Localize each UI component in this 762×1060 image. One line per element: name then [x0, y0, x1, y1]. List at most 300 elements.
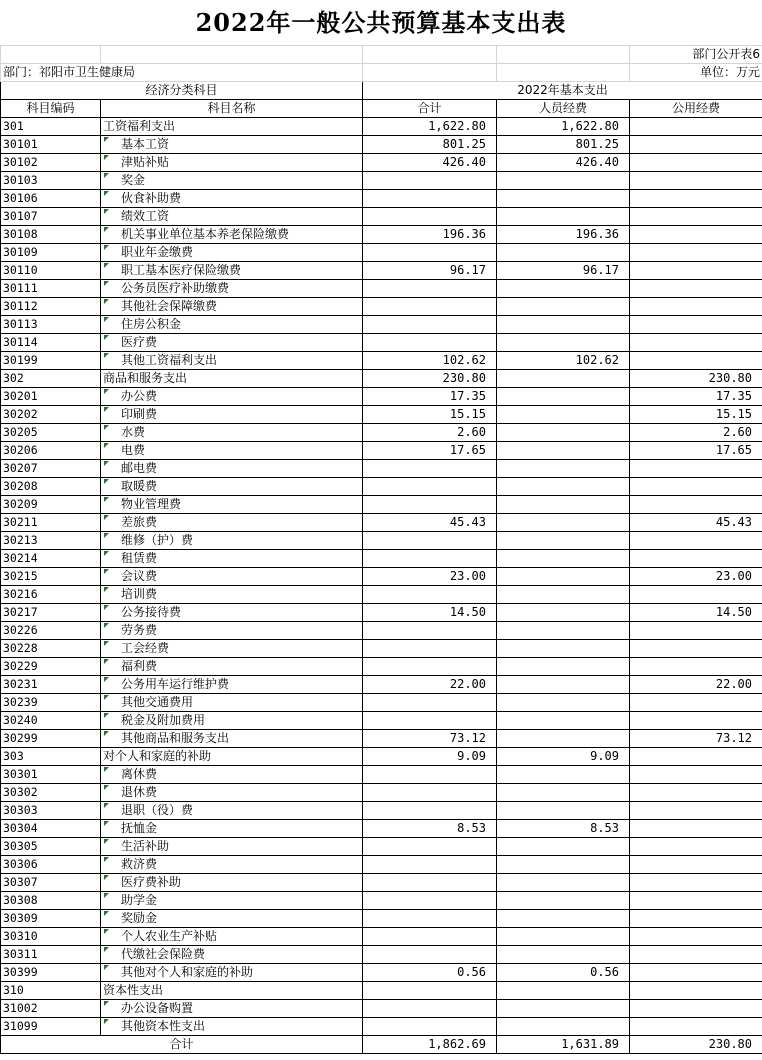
table-row [1, 856, 762, 874]
row-code: 302 [1, 370, 101, 388]
row-total: 17.65 [363, 442, 497, 460]
row-public: 15.15 [630, 406, 762, 424]
row-public [630, 982, 762, 1000]
table-row [1, 982, 762, 1000]
row-total: 102.62 [363, 352, 497, 370]
row-public [630, 1018, 762, 1036]
row-total [363, 172, 497, 190]
table-row [1, 640, 762, 658]
table-row [1, 766, 762, 784]
row-code: 30302 [1, 784, 101, 802]
row-total [363, 982, 497, 1000]
row-name: 津贴补贴 [101, 154, 363, 172]
row-public [630, 856, 762, 874]
row-total [363, 478, 497, 496]
row-code: 30310 [1, 928, 101, 946]
row-total [363, 1018, 497, 1036]
table-row [1, 334, 762, 352]
row-code: 30226 [1, 622, 101, 640]
row-code: 30112 [1, 298, 101, 316]
row-code: 30309 [1, 910, 101, 928]
row-total: 15.15 [363, 406, 497, 424]
row-name: 离休费 [101, 766, 363, 784]
row-code: 30228 [1, 640, 101, 658]
table-row [1, 802, 762, 820]
row-personnel [497, 838, 630, 856]
table-row [1, 244, 762, 262]
row-total: 22.00 [363, 676, 497, 694]
row-personnel: 9.09 [497, 748, 630, 766]
row-public [630, 802, 762, 820]
row-name: 医疗费补助 [101, 874, 363, 892]
row-name: 税金及附加费用 [101, 712, 363, 730]
header-personnel: 人员经费 [497, 100, 630, 118]
table-row [1, 622, 762, 640]
header-public: 公用经费 [630, 100, 762, 118]
row-public [630, 172, 762, 190]
row-name: 电费 [101, 442, 363, 460]
row-personnel [497, 892, 630, 910]
table-row [1, 532, 762, 550]
row-name: 资本性支出 [101, 982, 363, 1000]
row-total [363, 622, 497, 640]
row-name: 福利费 [101, 658, 363, 676]
row-code: 301 [1, 118, 101, 136]
row-name: 商品和服务支出 [101, 370, 363, 388]
row-total: 196.36 [363, 226, 497, 244]
table-row [1, 964, 762, 982]
form-number-row [1, 46, 762, 64]
row-total [363, 910, 497, 928]
row-personnel: 196.36 [497, 226, 630, 244]
row-personnel [497, 640, 630, 658]
header-total: 合计 [363, 100, 497, 118]
row-name: 劳务费 [101, 622, 363, 640]
row-public [630, 586, 762, 604]
table-row [1, 406, 762, 424]
row-public [630, 460, 762, 478]
row-total [363, 874, 497, 892]
row-total: 9.09 [363, 748, 497, 766]
row-public: 73.12 [630, 730, 762, 748]
row-code: 30217 [1, 604, 101, 622]
row-public: 22.00 [630, 676, 762, 694]
row-name: 基本工资 [101, 136, 363, 154]
row-personnel [497, 244, 630, 262]
total-personnel: 1,631.89 [497, 1036, 630, 1054]
row-public [630, 208, 762, 226]
row-name: 抚恤金 [101, 820, 363, 838]
row-public: 45.43 [630, 514, 762, 532]
row-code: 30399 [1, 964, 101, 982]
total-public: 230.80 [630, 1036, 762, 1054]
row-total [363, 712, 497, 730]
row-name: 培训费 [101, 586, 363, 604]
row-personnel [497, 550, 630, 568]
row-code: 30208 [1, 478, 101, 496]
row-name: 住房公积金 [101, 316, 363, 334]
row-total [363, 1000, 497, 1018]
row-public [630, 136, 762, 154]
row-total [363, 208, 497, 226]
table-row [1, 352, 762, 370]
row-code: 31099 [1, 1018, 101, 1036]
row-name: 职业年金缴费 [101, 244, 363, 262]
total-label: 合计 [1, 1036, 363, 1054]
row-public [630, 784, 762, 802]
row-code: 30201 [1, 388, 101, 406]
row-code: 30308 [1, 892, 101, 910]
table-row [1, 424, 762, 442]
row-personnel [497, 280, 630, 298]
row-name: 职工基本医疗保险缴费 [101, 262, 363, 280]
row-code: 30109 [1, 244, 101, 262]
row-name: 公务员医疗补助缴费 [101, 280, 363, 298]
row-total [363, 280, 497, 298]
row-code: 30213 [1, 532, 101, 550]
row-code: 30207 [1, 460, 101, 478]
row-code: 30103 [1, 172, 101, 190]
row-name: 其他对个人和家庭的补助 [101, 964, 363, 982]
row-code: 30101 [1, 136, 101, 154]
row-public: 17.35 [630, 388, 762, 406]
row-personnel: 102.62 [497, 352, 630, 370]
row-code: 30205 [1, 424, 101, 442]
row-name: 个人农业生产补贴 [101, 928, 363, 946]
row-code: 30209 [1, 496, 101, 514]
row-name: 办公设备购置 [101, 1000, 363, 1018]
row-personnel [497, 730, 630, 748]
row-personnel [497, 298, 630, 316]
row-personnel [497, 874, 630, 892]
row-public [630, 334, 762, 352]
row-personnel [497, 406, 630, 424]
row-code: 30211 [1, 514, 101, 532]
row-personnel [497, 496, 630, 514]
table-row [1, 910, 762, 928]
row-name: 生活补助 [101, 838, 363, 856]
table-row [1, 514, 762, 532]
row-name: 邮电费 [101, 460, 363, 478]
row-total [363, 550, 497, 568]
row-public [630, 298, 762, 316]
row-personnel [497, 424, 630, 442]
row-name: 奖励金 [101, 910, 363, 928]
row-public [630, 892, 762, 910]
row-name: 代缴社会保险费 [101, 946, 363, 964]
row-name: 救济费 [101, 856, 363, 874]
header-basic-exp: 2022年基本支出 [363, 82, 762, 100]
department-row [1, 64, 762, 82]
row-public: 23.00 [630, 568, 762, 586]
row-personnel [497, 568, 630, 586]
header-row-2 [1, 100, 762, 118]
row-total: 14.50 [363, 604, 497, 622]
table-row [1, 388, 762, 406]
table-row [1, 478, 762, 496]
row-personnel [497, 1018, 630, 1036]
row-code: 30239 [1, 694, 101, 712]
table-row [1, 316, 762, 334]
row-code: 30303 [1, 802, 101, 820]
row-public [630, 550, 762, 568]
row-personnel [497, 784, 630, 802]
row-total [363, 946, 497, 964]
row-public [630, 1000, 762, 1018]
row-personnel [497, 172, 630, 190]
row-name: 水费 [101, 424, 363, 442]
header-code: 科目编码 [1, 100, 101, 118]
row-code: 30114 [1, 334, 101, 352]
row-code: 303 [1, 748, 101, 766]
row-personnel [497, 676, 630, 694]
table-row [1, 730, 762, 748]
row-code: 30214 [1, 550, 101, 568]
header-row-1 [1, 82, 762, 100]
row-total [363, 298, 497, 316]
row-public [630, 226, 762, 244]
row-personnel [497, 982, 630, 1000]
row-name: 对个人和家庭的补助 [101, 748, 363, 766]
table-row [1, 604, 762, 622]
row-name: 医疗费 [101, 334, 363, 352]
header-econ-class: 经济分类科目 [1, 82, 363, 100]
row-total [363, 694, 497, 712]
row-total: 73.12 [363, 730, 497, 748]
row-personnel [497, 910, 630, 928]
row-name: 机关事业单位基本养老保险缴费 [101, 226, 363, 244]
header-name: 科目名称 [101, 100, 363, 118]
row-public: 17.65 [630, 442, 762, 460]
row-total: 426.40 [363, 154, 497, 172]
row-code: 30307 [1, 874, 101, 892]
table-row [1, 136, 762, 154]
row-personnel: 8.53 [497, 820, 630, 838]
table-row [1, 262, 762, 280]
row-personnel [497, 334, 630, 352]
row-public [630, 946, 762, 964]
row-name: 物业管理费 [101, 496, 363, 514]
row-total [363, 802, 497, 820]
table-row [1, 874, 762, 892]
row-name: 其他商品和服务支出 [101, 730, 363, 748]
row-public [630, 154, 762, 172]
row-code: 30202 [1, 406, 101, 424]
row-total [363, 316, 497, 334]
row-personnel [497, 478, 630, 496]
row-total [363, 532, 497, 550]
row-name: 伙食补助费 [101, 190, 363, 208]
row-public [630, 874, 762, 892]
row-name: 其他社会保障缴费 [101, 298, 363, 316]
table-row [1, 892, 762, 910]
row-public [630, 712, 762, 730]
table-row [1, 280, 762, 298]
row-personnel [497, 514, 630, 532]
table-row [1, 154, 762, 172]
table-row [1, 460, 762, 478]
table-row [1, 118, 762, 136]
table-row [1, 586, 762, 604]
form-number: 部门公开表6 [630, 46, 762, 64]
row-name: 助学金 [101, 892, 363, 910]
row-name: 退休费 [101, 784, 363, 802]
row-code: 310 [1, 982, 101, 1000]
table-row [1, 676, 762, 694]
row-public [630, 496, 762, 514]
row-public: 230.80 [630, 370, 762, 388]
row-code: 30107 [1, 208, 101, 226]
table-row [1, 1018, 762, 1036]
row-total [363, 784, 497, 802]
row-name: 公务接待费 [101, 604, 363, 622]
total-row [1, 1036, 762, 1054]
row-public [630, 244, 762, 262]
row-personnel [497, 316, 630, 334]
row-total [363, 496, 497, 514]
row-total [363, 658, 497, 676]
row-public [630, 748, 762, 766]
row-code: 30110 [1, 262, 101, 280]
row-name: 取暖费 [101, 478, 363, 496]
row-total [363, 460, 497, 478]
row-name: 印刷费 [101, 406, 363, 424]
row-name: 其他交通费用 [101, 694, 363, 712]
row-code: 30304 [1, 820, 101, 838]
table-row [1, 658, 762, 676]
row-personnel [497, 766, 630, 784]
row-name: 维修（护）费 [101, 532, 363, 550]
row-name: 公务用车运行维护费 [101, 676, 363, 694]
row-public: 2.60 [630, 424, 762, 442]
row-personnel [497, 712, 630, 730]
row-code: 30102 [1, 154, 101, 172]
page-title: 2022年一般公共预算基本支出表 [195, 8, 567, 37]
row-total [363, 640, 497, 658]
row-public [630, 280, 762, 298]
unit-label: 单位：万元 [630, 64, 762, 82]
row-personnel: 96.17 [497, 262, 630, 280]
department-label: 部门：祁阳市卫生健康局 [1, 64, 363, 82]
row-personnel [497, 928, 630, 946]
row-personnel [497, 532, 630, 550]
table-row [1, 1000, 762, 1018]
total-sum: 1,862.69 [363, 1036, 497, 1054]
row-personnel [497, 658, 630, 676]
row-code: 30216 [1, 586, 101, 604]
row-personnel: 426.40 [497, 154, 630, 172]
table-row [1, 784, 762, 802]
row-total [363, 892, 497, 910]
row-public [630, 928, 762, 946]
table-row [1, 226, 762, 244]
row-public [630, 910, 762, 928]
row-code: 30301 [1, 766, 101, 784]
row-public: 14.50 [630, 604, 762, 622]
row-total: 1,622.80 [363, 118, 497, 136]
row-personnel [497, 946, 630, 964]
table-row [1, 370, 762, 388]
row-public [630, 658, 762, 676]
row-code: 30206 [1, 442, 101, 460]
row-personnel [497, 856, 630, 874]
row-code: 30215 [1, 568, 101, 586]
row-name: 差旅费 [101, 514, 363, 532]
row-public [630, 640, 762, 658]
row-public [630, 532, 762, 550]
row-public [630, 262, 762, 280]
row-personnel [497, 370, 630, 388]
table-row [1, 208, 762, 226]
table-row [1, 172, 762, 190]
table-row [1, 550, 762, 568]
row-total: 2.60 [363, 424, 497, 442]
row-name: 其他资本性支出 [101, 1018, 363, 1036]
row-public [630, 118, 762, 136]
row-total [363, 856, 497, 874]
row-code: 30231 [1, 676, 101, 694]
row-personnel [497, 208, 630, 226]
table-row [1, 748, 762, 766]
table-row [1, 568, 762, 586]
row-name: 奖金 [101, 172, 363, 190]
row-name: 其他工资福利支出 [101, 352, 363, 370]
row-public [630, 766, 762, 784]
table-row [1, 442, 762, 460]
table-row [1, 712, 762, 730]
row-personnel [497, 1000, 630, 1018]
row-name: 退职（役）费 [101, 802, 363, 820]
row-code: 30199 [1, 352, 101, 370]
row-code: 30229 [1, 658, 101, 676]
row-public [630, 838, 762, 856]
row-name: 会议费 [101, 568, 363, 586]
row-total: 17.35 [363, 388, 497, 406]
row-total [363, 586, 497, 604]
row-code: 30111 [1, 280, 101, 298]
row-public [630, 352, 762, 370]
row-personnel [497, 586, 630, 604]
table-row [1, 838, 762, 856]
row-total [363, 190, 497, 208]
table-row [1, 298, 762, 316]
row-total [363, 928, 497, 946]
row-public [630, 190, 762, 208]
table-row [1, 496, 762, 514]
row-total [363, 838, 497, 856]
row-name: 办公费 [101, 388, 363, 406]
row-personnel [497, 388, 630, 406]
row-personnel: 801.25 [497, 136, 630, 154]
row-public [630, 820, 762, 838]
row-total [363, 334, 497, 352]
budget-table [0, 45, 762, 1054]
row-public [630, 316, 762, 334]
row-code: 30311 [1, 946, 101, 964]
row-code: 30108 [1, 226, 101, 244]
row-total: 45.43 [363, 514, 497, 532]
row-total: 96.17 [363, 262, 497, 280]
row-total: 23.00 [363, 568, 497, 586]
row-code: 31002 [1, 1000, 101, 1018]
row-public [630, 478, 762, 496]
table-row [1, 820, 762, 838]
row-personnel: 1,622.80 [497, 118, 630, 136]
row-code: 30240 [1, 712, 101, 730]
row-public [630, 622, 762, 640]
row-personnel: 0.56 [497, 964, 630, 982]
row-name: 工会经费 [101, 640, 363, 658]
